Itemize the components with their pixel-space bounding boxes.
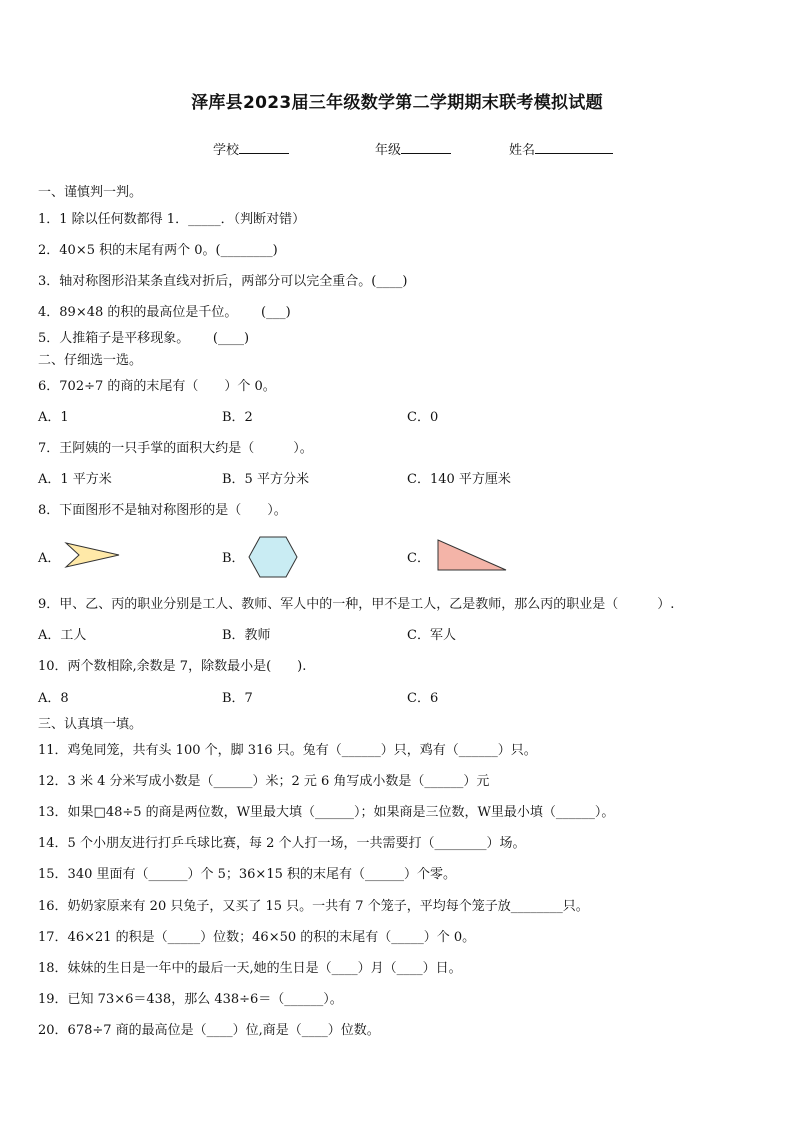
question-9-option-a: A．工人 [38,628,87,643]
question-2: 2．40×5 积的末尾有两个 0。(________) [38,243,278,258]
question-16: 16．奶奶家原来有 20 只兔子，又买了 15 只。一共有 7 个笼子，平均每个笼子放________只。 [38,899,589,914]
question-8-option-a: A． [38,551,61,566]
school-blank [239,140,289,154]
question-6-option-c: C．0 [407,410,439,425]
question-8-option-c: C． [407,551,430,566]
section-heading-3: 三、认真填一填。 [38,717,143,732]
question-10-option-c: C．6 [407,691,439,706]
question-1: 1．1 除以任何数都得 1．_____．（判断对错） [38,212,306,227]
grade-label: 年级 [375,143,402,158]
name-blank [535,140,613,154]
question-19: 19．已知 73×6＝438，那么 438÷6＝（______）。 [38,992,343,1007]
school-label: 学校 [213,143,240,158]
question-10-option-b: B．7 [222,691,253,706]
grade-field [375,139,451,158]
question-7: 7．王阿姨的一只手掌的面积大约是（ ）。 [38,441,313,456]
question-11: 11．鸡兔同笼，共有头 100 个，脚 316 只。兔有（______）只，鸡有（______）只。 [38,743,537,758]
question-15: 15．340 里面有（______）个 5；36×15 积的末尾有（______）个零。 [38,867,456,882]
question-4: 4．89×48 的积的最高位是千位。 (___) [38,305,291,320]
question-9-option-b: B．教师 [222,628,271,643]
section-heading-2: 二、仔细选一选。 [38,353,143,368]
question-13: 13．如果□48÷5 的商是两位数，W里最大填（______）；如果商是三位数，W里最小填（______）。 [38,805,615,820]
question-3: 3．轴对称图形沿某条直线对折后，两部分可以完全重合。(____) [38,274,408,289]
question-5: 5．人推箱子是平移现象。 (____) [38,331,250,346]
question-12: 12．3 米 4 分米写成小数是（______）米；2 元 6 角写成小数是（______）元 [38,774,490,789]
right-triangle-shape-icon [436,538,508,572]
question-6: 6．702÷7 的商的末尾有（ ）个 0。 [38,379,276,394]
hexagon-shape-icon [247,535,299,579]
question-6-option-b: B．2 [222,410,253,425]
question-8: 8．下面图形不是轴对称图形的是（ ）。 [38,503,287,518]
name-field [509,139,613,158]
question-8-option-b: B． [222,551,245,566]
school-field [213,139,289,158]
question-10: 10．两个数相除,余数是 7，除数最小是( ). [38,659,307,674]
question-9: 9．甲、乙、丙的职业分别是工人、教师、军人中的一种，甲不是工人，乙是教师，那么丙的职业是（ ）. [38,597,675,612]
question-20: 20．678÷7 商的最高位是（____）位,商是（____）位数。 [38,1023,380,1038]
question-7-option-b: B．5 平方分米 [222,472,309,487]
section-heading-1: 一、谨慎判一判。 [38,185,143,200]
question-10-option-a: A．8 [38,691,69,706]
question-17: 17．46×21 的积是（_____）位数；46×50 的积的末尾有（_____）个 0。 [38,930,476,945]
grade-blank [401,140,451,154]
arrow-shape-icon [64,540,122,570]
page-title: 泽库县2023届三年级数学第二学期期末联考模拟试题 [191,93,603,113]
question-9-option-c: C．军人 [407,628,456,643]
question-7-option-c: C．140 平方厘米 [407,472,511,487]
question-6-option-a: A．1 [38,410,69,425]
question-18: 18．妹妹的生日是一年中的最后一天,她的生日是（____）月（____）日。 [38,961,462,976]
question-14: 14．5 个小朋友进行打乒乓球比赛，每 2 个人打一场，一共需要打（________）场。 [38,836,526,851]
question-7-option-a: A．1 平方米 [38,472,112,487]
name-label: 姓名 [509,143,536,158]
